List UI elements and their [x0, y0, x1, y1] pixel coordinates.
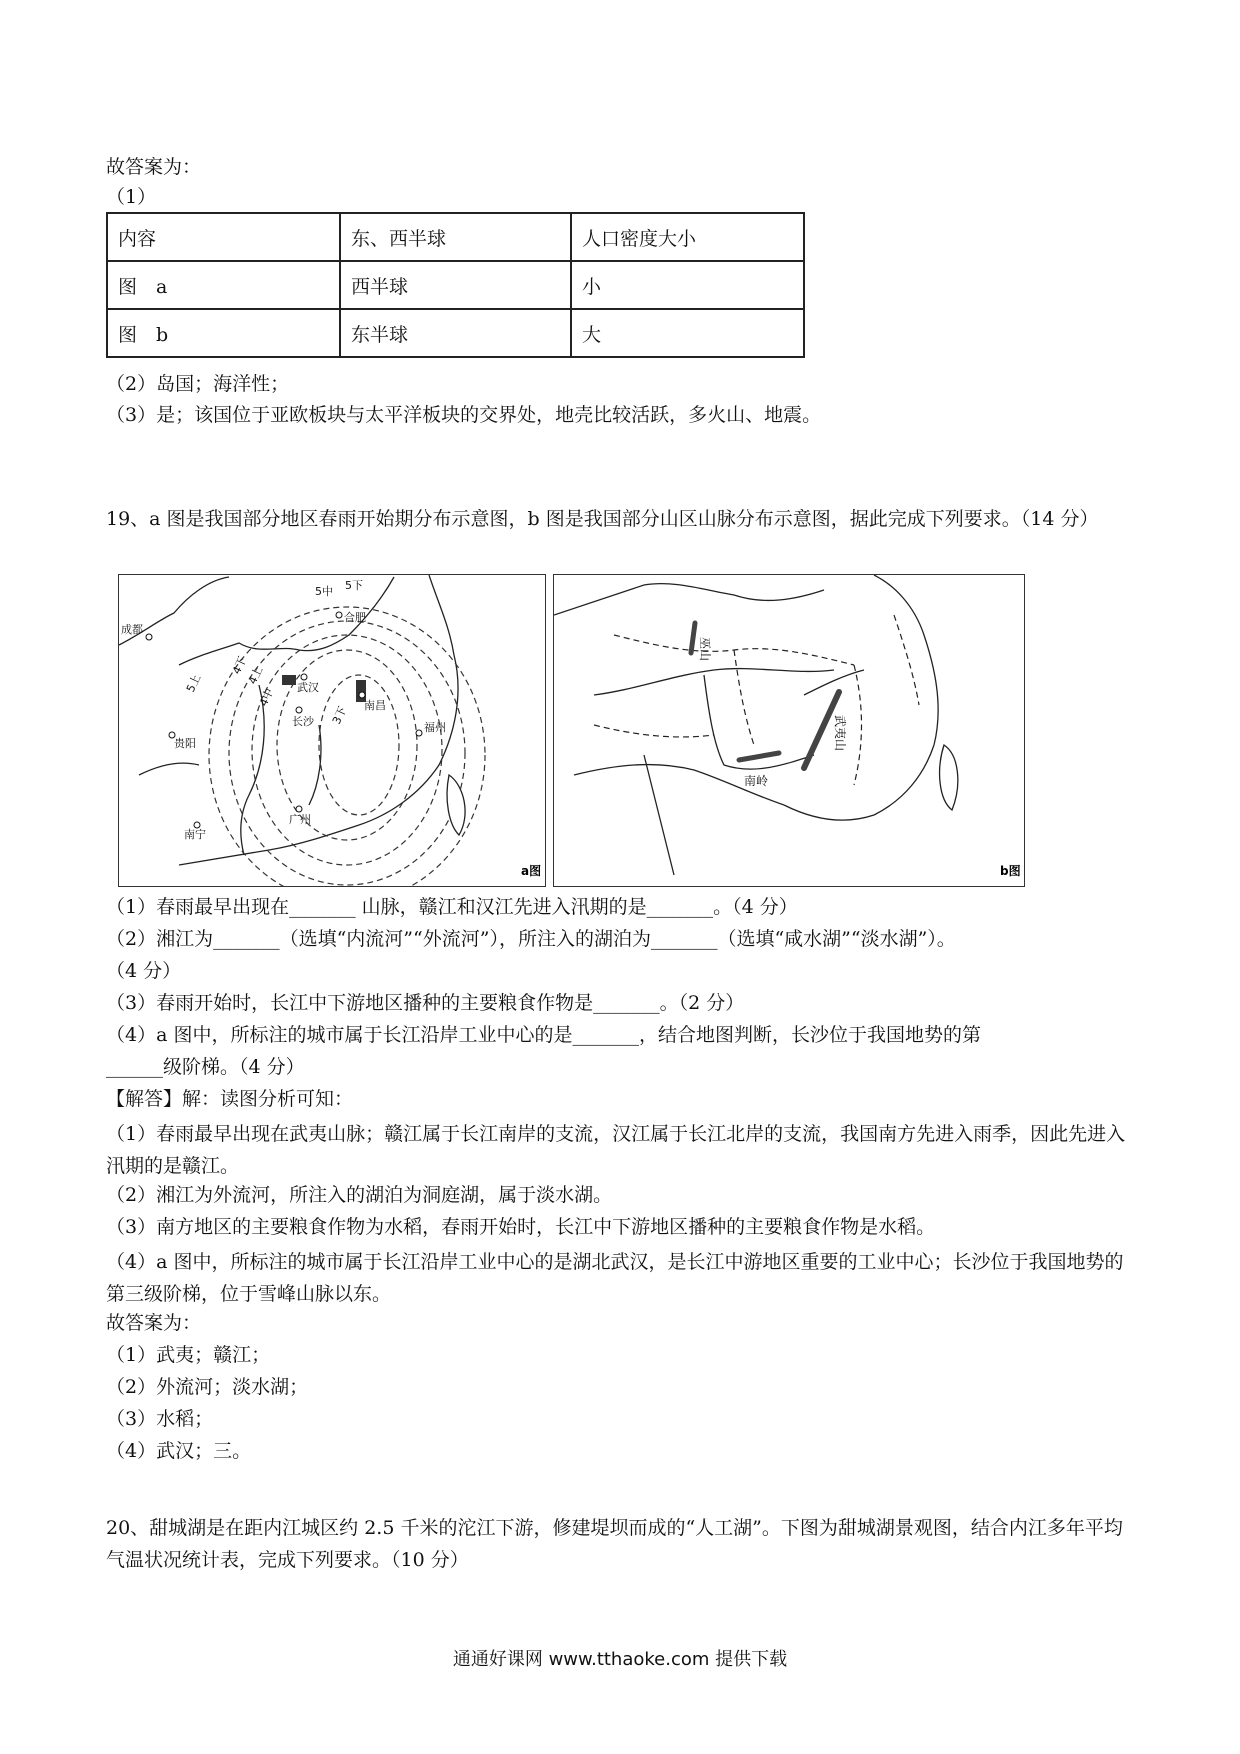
- table-cell: 东、西半球: [340, 213, 571, 261]
- city-label: 南昌: [364, 699, 386, 712]
- answer-table: [106, 212, 805, 358]
- q19-analysis-title: 【解答】解：读图分析可知：: [106, 1088, 354, 1110]
- city-label: 合肥: [344, 611, 366, 624]
- prev-answer-part2: （2）岛国；海洋性；: [106, 373, 290, 395]
- page-footer: 通通好课网 www.tthaoke.com 提供下载: [452, 1649, 788, 1670]
- city-label: 福州: [424, 721, 446, 734]
- table-cell: 小: [571, 261, 804, 309]
- isoline-label: 4上: [245, 664, 266, 687]
- q19-answer-label: 故答案为：: [106, 1312, 202, 1334]
- table-row: [107, 309, 804, 357]
- isoline-label: 3下: [329, 704, 350, 727]
- table-cell: 人口密度大小: [571, 213, 804, 261]
- city-label: 广州: [289, 813, 311, 826]
- table-cell: 图 a: [107, 261, 340, 309]
- map-a-label: a图: [521, 864, 542, 878]
- mountain-label: 巫山: [698, 637, 712, 662]
- q19-question: （3）春雨开始时，长江中下游地区播种的主要粮食作物是_______。（2 分）: [106, 992, 745, 1014]
- table-cell: 东半球: [340, 309, 571, 357]
- isoline-label: 4下: [229, 654, 250, 677]
- table-cell: 西半球: [340, 261, 571, 309]
- q19-analysis: （3）南方地区的主要粮食作物为水稻，春雨开始时，长江中下游地区播种的主要粮食作物是水稻。: [106, 1216, 936, 1238]
- q19-question: （4）a 图中，所标注的城市属于长江沿岸工业中心的是_______，结合地图判断，长沙位于我国地势的第: [106, 1024, 981, 1046]
- table-header-row: [107, 213, 804, 261]
- table-cell: 大: [571, 309, 804, 357]
- q19-analysis: （4）a 图中，所标注的城市属于长江沿岸工业中心的是湖北武汉，是长江中游地区重要的工业中心；长沙位于我国地势的第三级阶梯，位于雪峰山脉以东。: [106, 1251, 1124, 1305]
- city-label: 武汉: [297, 681, 319, 694]
- map-b: [553, 574, 1025, 887]
- prev-answer-part1: （1）: [106, 186, 157, 208]
- q19-question: ______级阶梯。（4 分）: [106, 1056, 305, 1078]
- q19-question: （4 分）: [106, 960, 182, 982]
- city-label: 成都: [121, 623, 143, 636]
- q19-analysis: （2）湘江为外流河，所注入的湖泊为洞庭湖，属于淡水湖。: [106, 1184, 613, 1206]
- q19-question: （2）湘江为_______（选填“内流河”“外流河”），所注入的湖泊为_______（选填“咸水湖”“淡水湖”）。: [106, 928, 956, 950]
- q19-stem: 19、a 图是我国部分地区春雨开始期分布示意图，b 图是我国部分山区山脉分布示意图，据此完成下列要求。（14 分）: [106, 508, 1099, 530]
- prev-answer-label: 故答案为：: [106, 156, 202, 178]
- q19-analysis: （1）春雨最早出现在武夷山脉；赣江属于长江南岸的支流，汉江属于长江北岸的支流，我国南方先进入雨季，因此先进入汛期的是赣江。: [106, 1123, 1126, 1177]
- isoline-label: 4中: [256, 686, 277, 709]
- q20-stem: 20、甜城湖是在距内江城区约 2.5 千米的沱江下游，修建堤坝而成的“人工湖”。下图为甜城湖景观图，结合内江多年平均气温状况统计表，完成下列要求。（10 分）: [106, 1517, 1123, 1571]
- map-a: [118, 574, 546, 887]
- table-cell: 图 b: [107, 309, 340, 357]
- table-cell: 内容: [107, 213, 340, 261]
- q19-answer: （2）外流河；淡水湖；: [106, 1376, 309, 1398]
- prev-answer-part3: （3）是；该国位于亚欧板块与太平洋板块的交界处，地壳比较活跃，多火山、地震。: [106, 404, 822, 426]
- q19-answer: （4）武汉；三。: [106, 1440, 252, 1462]
- isoline-label: 5中: [315, 585, 333, 598]
- q19-question: （1）春雨最早出现在_______ 山脉，赣江和汉江先进入汛期的是_______。（4 分）: [106, 896, 798, 918]
- mountain-label: 南岭: [744, 774, 769, 788]
- isoline-label: 5下: [345, 579, 363, 592]
- table-row: [107, 261, 804, 309]
- city-label: 长沙: [292, 715, 314, 728]
- q19-answer: （1）武夷；赣江；: [106, 1344, 271, 1366]
- q19-answer: （3）水稻；: [106, 1408, 214, 1430]
- city-label: 贵阳: [174, 737, 196, 750]
- city-label: 南宁: [184, 828, 206, 841]
- map-b-label: b图: [1000, 864, 1021, 878]
- mountain-label: 武夷山: [833, 715, 847, 752]
- isoline-label: 5上: [183, 672, 204, 695]
